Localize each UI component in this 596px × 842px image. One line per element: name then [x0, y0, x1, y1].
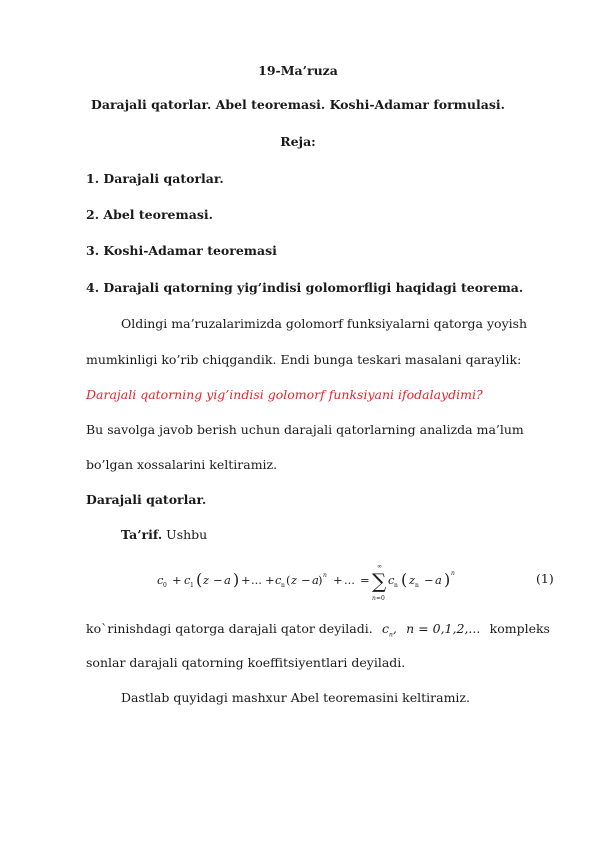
- svg-text:+: +: [172, 573, 182, 587]
- svg-text:−: −: [424, 573, 434, 587]
- closing-line: Dastlab quyidagi mashxur Abel teoremasini keltiramiz.: [121, 690, 470, 705]
- svg-text:a: a: [312, 573, 319, 587]
- svg-text:n: n: [415, 582, 419, 589]
- definition-label: Ta’rif.: [121, 527, 163, 542]
- svg-text:a: a: [224, 573, 231, 587]
- svg-text:c: c: [184, 573, 191, 587]
- svg-text:c: c: [388, 573, 395, 587]
- svg-text:z: z: [409, 573, 416, 587]
- svg-text:−: −: [301, 573, 311, 587]
- formula-graphic: [157, 560, 527, 604]
- plan-item-2: 2. Abel teoremasi.: [86, 207, 213, 222]
- svg-text:=0: =0: [376, 595, 385, 602]
- svg-text:n: n: [451, 570, 455, 577]
- intro-line-1: Oldingi ma’ruzalarimizda golomorf funksiyalarni qatorga yoyish: [121, 316, 528, 331]
- lecture-title: Darajali qatorlar. Abel teoremasi. Koshi-Adamar formulasi.: [91, 97, 505, 112]
- plan-item-4: 4. Darajali qatorning yig’indisi golomorfligi haqidagi teorema.: [86, 280, 524, 295]
- definition-line: [121, 527, 207, 543]
- svg-text:(: (: [286, 573, 291, 587]
- svg-text:c: c: [157, 573, 164, 587]
- definition-word: Ushbu: [166, 527, 208, 542]
- coefficient-symbol: $c_n$,: [381, 621, 397, 639]
- svg-text:n: n: [372, 595, 376, 602]
- svg-text:n: n: [394, 582, 398, 589]
- svg-text:0: 0: [163, 582, 167, 589]
- svg-text:...: ...: [344, 573, 355, 587]
- svg-text:a: a: [435, 573, 442, 587]
- svg-text:...: ...: [251, 573, 262, 587]
- svg-text:z: z: [291, 573, 298, 587]
- after-formula-line-2: sonlar darajali qatorning koeffitsiyentlari deyiladi.: [86, 655, 406, 670]
- svg-text:): ): [233, 570, 240, 589]
- svg-text:n: n: [323, 572, 327, 579]
- svg-text:z: z: [203, 573, 210, 587]
- intro-line-2: mumkinligi ko’rib chiqgandik. Endi bunga teskari masalani qaraylik:: [86, 352, 522, 367]
- svg-text:(: (: [196, 570, 203, 589]
- answer-line-1: Bu savolga javob berish uchun darajali qatorlarning analizda ma’lum: [86, 422, 524, 437]
- svg-text:1: 1: [190, 582, 194, 589]
- section-heading: Darajali qatorlar.: [86, 492, 207, 507]
- plan-item-3: 3. Koshi-Adamar teoremasi: [86, 243, 277, 258]
- svg-text:c: c: [275, 573, 282, 587]
- after-formula-end: kompleks: [489, 621, 550, 636]
- svg-text:−: −: [213, 573, 223, 587]
- svg-text:n: n: [281, 582, 285, 589]
- svg-text:(: (: [401, 570, 408, 589]
- svg-text:=: =: [360, 573, 370, 587]
- svg-text:+: +: [265, 573, 275, 587]
- svg-text:): ): [318, 573, 323, 587]
- after-formula-text: ko`rinishdagi qatorga darajali qator deyiladi.: [86, 621, 373, 636]
- svg-text:+: +: [333, 573, 343, 587]
- svg-text:+: +: [241, 573, 251, 587]
- power-series-formula: [157, 560, 557, 604]
- answer-line-2: bo’lgan xossalarini keltiramiz.: [86, 457, 278, 472]
- lecture-number: 19-Ma’ruza: [258, 63, 338, 78]
- equation-number: (1): [536, 571, 554, 586]
- plan-label: Reja:: [280, 134, 316, 149]
- svg-text:∞: ∞: [377, 563, 382, 570]
- after-formula-line-1: [86, 621, 550, 644]
- plan-item-1: 1. Darajali qatorlar.: [86, 171, 224, 186]
- coefficient-condition: n = 0,1,2,...: [406, 621, 481, 636]
- svg-text:): ): [444, 570, 451, 589]
- svg-text:∑: ∑: [372, 569, 387, 593]
- question-text: Darajali qatorning yig’indisi golomorf funksiyani ifodalaydimi?: [86, 387, 483, 402]
